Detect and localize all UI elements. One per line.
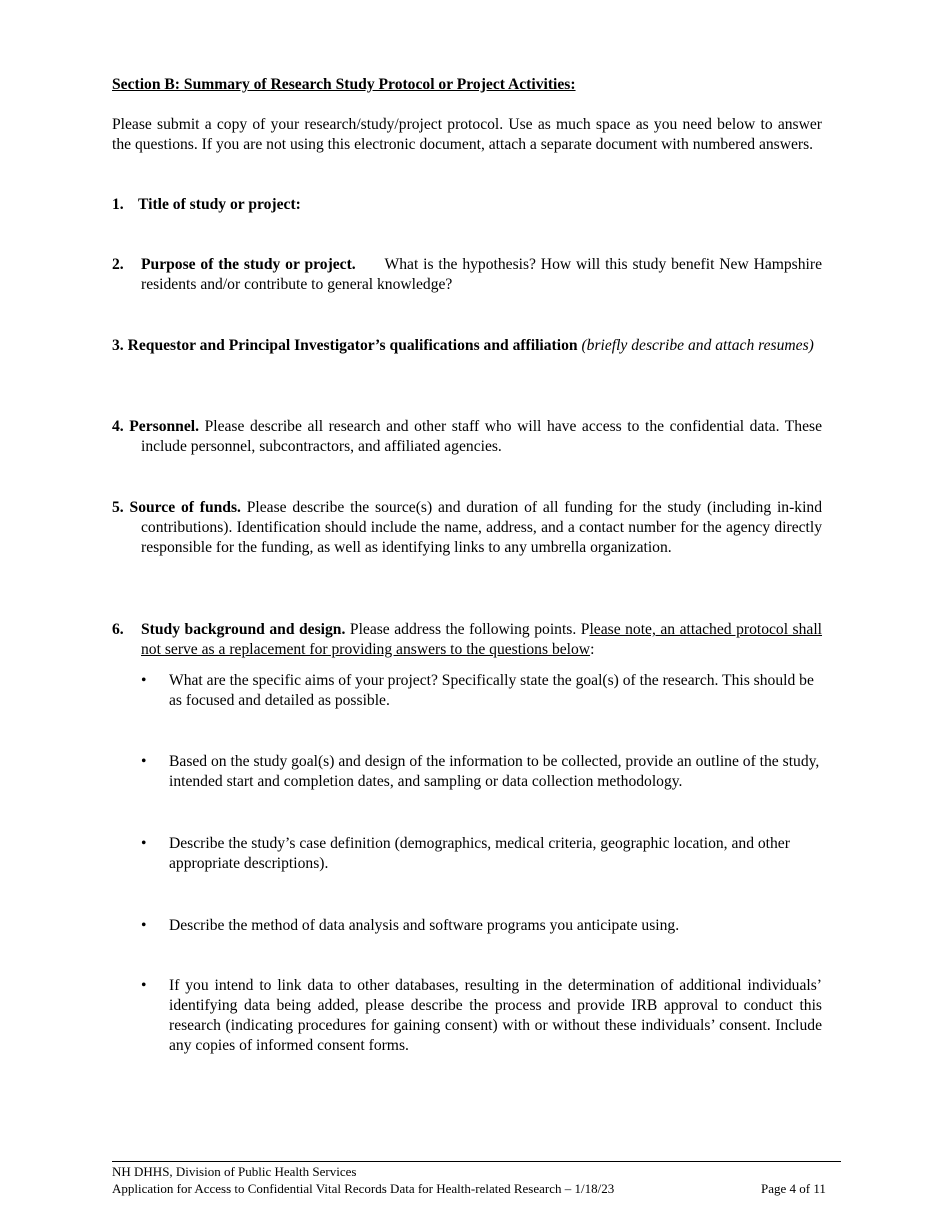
question-6-number: 6.	[112, 621, 124, 638]
question-2-title: Purpose of the study or project.	[141, 256, 356, 273]
bullet-item	[112, 834, 822, 874]
question-2-number: 2.	[112, 256, 124, 273]
question-3	[112, 336, 822, 356]
footer-divider	[112, 1161, 841, 1162]
question-2	[112, 255, 822, 295]
question-6-text: Please address the following points. P	[349, 621, 590, 638]
bullet-text: What are the specific aims of your project? Specifically state the goal(s) of the research. This should be as focused and detailed as possible.	[169, 672, 814, 709]
question-3-number: 3.	[112, 337, 124, 354]
bullet-icon: •	[141, 917, 147, 934]
question-6-tail: :	[590, 641, 595, 658]
bullet-icon: •	[141, 835, 147, 852]
question-1	[112, 195, 822, 215]
footer-org: NH DHHS, Division of Public Health Services	[112, 1164, 357, 1179]
intro-paragraph: Please submit a copy of your research/study/project protocol. Use as much space as you need below to answer the questions. If you are not using this electronic document, attach a separate document with numbered answers.	[112, 116, 822, 153]
section-heading: Section B: Summary of Research Study Protocol or Project Activities:	[112, 76, 576, 93]
question-4-text: Please describe all research and other staff who will have access to the confidential data. These include personnel, subcontractors, and affiliated agencies.	[141, 418, 822, 455]
question-5-title: Source of funds.	[129, 499, 241, 516]
bullet-item	[112, 752, 822, 792]
bullet-item	[112, 916, 822, 936]
bullet-text: Describe the method of data analysis and software programs you anticipate using.	[169, 917, 680, 934]
question-5-number: 5.	[112, 499, 124, 516]
question-6-title: Study background and design.	[141, 621, 346, 638]
bullet-text: If you intend to link data to other databases, resulting in the determination of additional individuals’ identifying data being added, please describe the process and provide IRB approval to conduct this research (indicating procedures for gaining consent) with or without these individuals’ consent. Include any copies of informed consent forms.	[169, 977, 822, 1054]
question-1-number: 1.	[112, 196, 124, 213]
bullet-icon: •	[141, 977, 147, 994]
question-4-number: 4.	[112, 418, 124, 435]
footer-doc-title: Application for Access to Confidential Vital Records Data for Health-related Research – 1/18/23	[112, 1181, 615, 1196]
bullet-item	[112, 671, 822, 711]
question-3-note: (briefly describe and attach resumes)	[581, 337, 814, 354]
bullet-icon: •	[141, 672, 147, 689]
bullet-icon: •	[141, 753, 147, 770]
question-4-title: Personnel.	[129, 418, 199, 435]
question-6-underlined-note: lease note, an attached protocol shall not serve as a replacement for providing answers to the questions below	[141, 621, 823, 658]
footer-page-number: Page 4 of 11	[761, 1181, 826, 1196]
bullet-text: Based on the study goal(s) and design of the information to be collected, provide an outline of the study, intended start and completion dates, and sampling or data collection methodology.	[169, 753, 820, 790]
question-6	[112, 620, 822, 660]
question-3-title: Requestor and Principal Investigator’s qualifications and affiliation	[127, 337, 578, 354]
bullet-item	[112, 976, 822, 1056]
bullet-text: Describe the study’s case definition (demographics, medical criteria, geographic location, and other appropriate descriptions).	[169, 835, 790, 872]
question-1-title: Title of study or project:	[138, 196, 301, 213]
question-5-text: Please describe the source(s) and duration of all funding for the study (including in-kind contributions). Identification should include the name, address, and a contact number for the agency directly responsible for the funding, as well as identifying links to any umbrella organization.	[141, 499, 822, 556]
question-2-text: What is the hypothesis? How will this study benefit New Hampshire residents and/or contribute to general knowledge?	[141, 256, 822, 293]
question-4	[112, 417, 822, 457]
question-5	[112, 498, 822, 558]
